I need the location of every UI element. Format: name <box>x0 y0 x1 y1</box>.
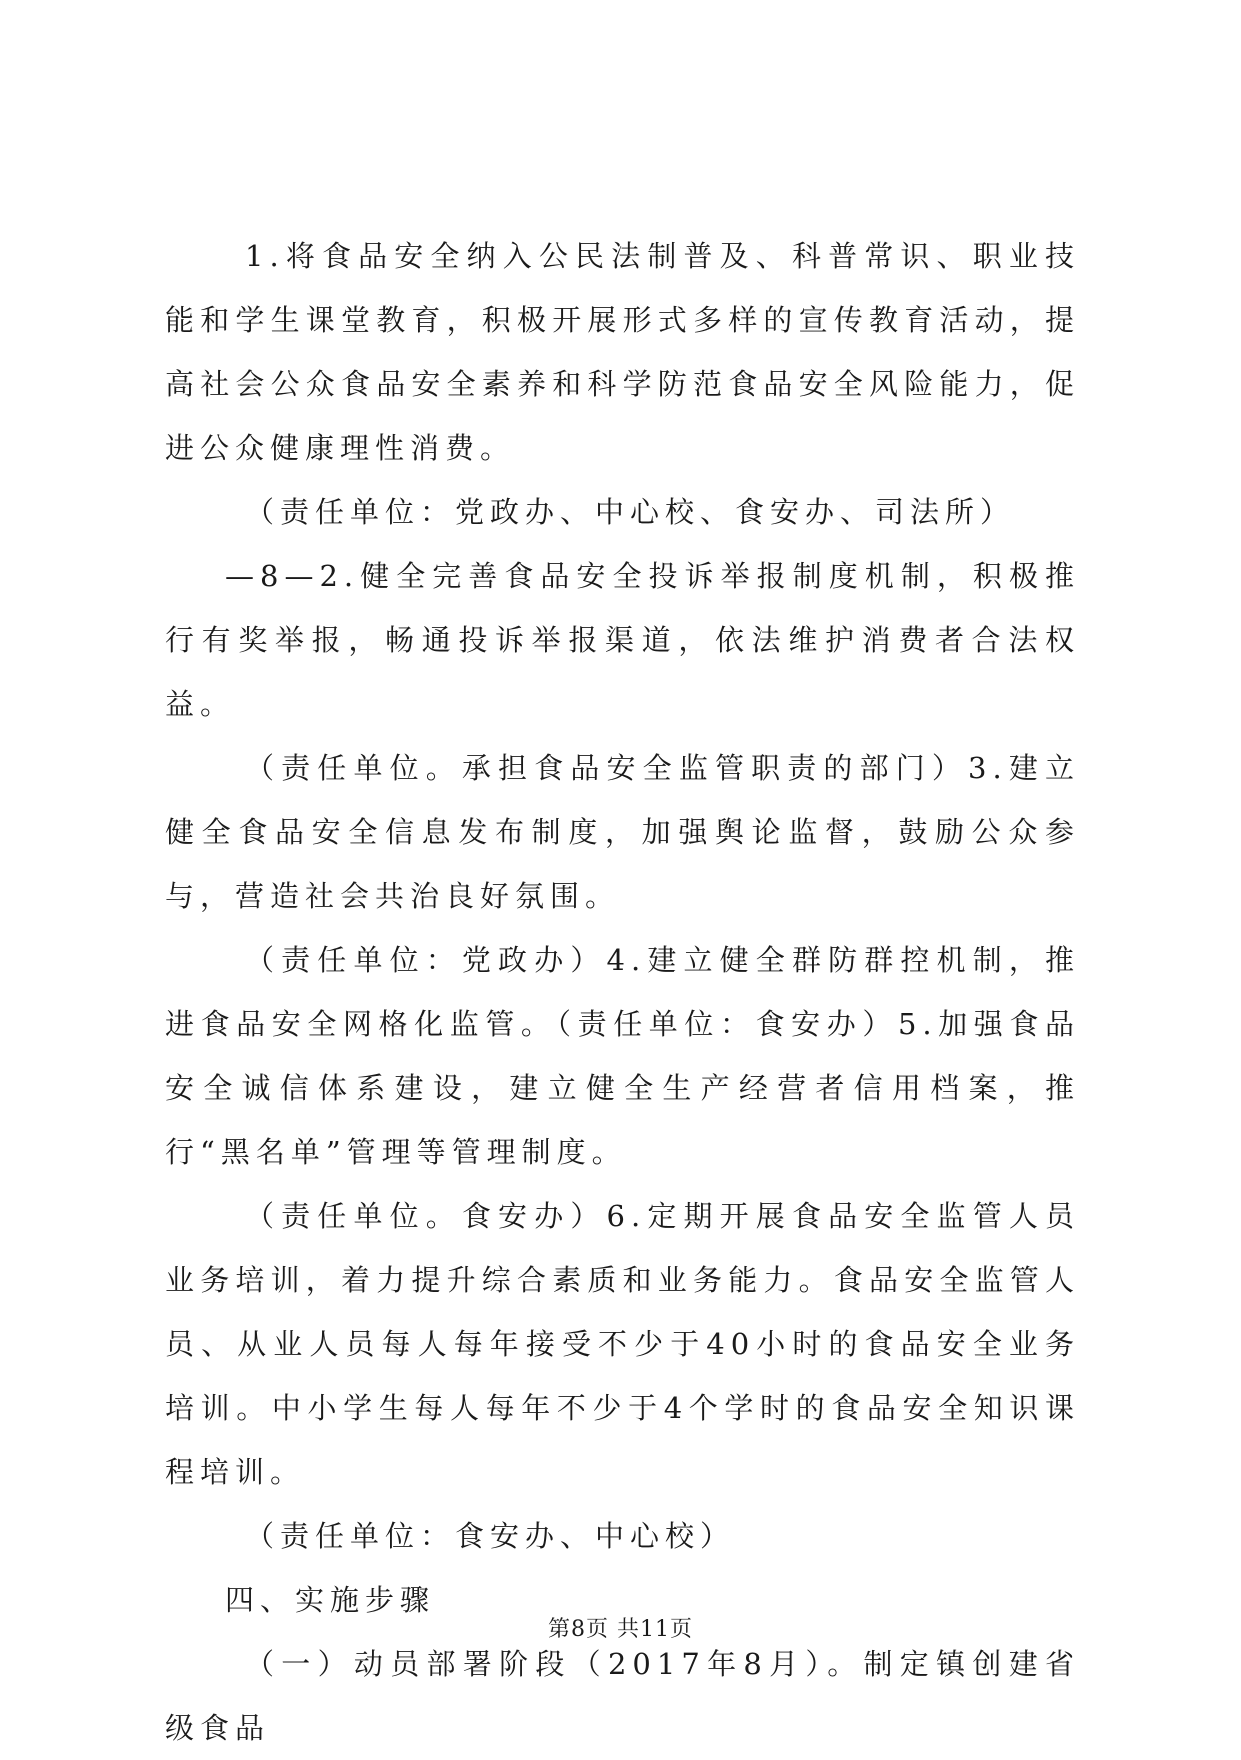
section-heading-implementation: 四、实施步骤 <box>225 1583 436 1617</box>
paragraph-responsibility-6: （责任单位：食安办、中心校） <box>245 1519 736 1553</box>
paragraph-item-2: —8—2.健全完善食品安全投诉举报制度机制，积极推行有奖举报，畅通投诉举报渠道，依法维护消费者合法权益。 <box>165 559 1080 721</box>
page-footer: 第8页 共11页 <box>548 1617 693 1642</box>
paragraph-item-3: （责任单位。承担食品安全监管职责的部门）3.建立健全食品安全信息发布制度，加强舆论监督，鼓励公众参与，营造社会共治良好氛围。 <box>165 751 1080 913</box>
document-body <box>165 224 1080 1760</box>
paragraph-responsibility-1: （责任单位：党政办、中心校、食安办、司法所） <box>245 495 1016 529</box>
paragraph-item-4-5: （责任单位：党政办）4.建立健全群防群控机制，推进食品安全网格化监管。（责任单位：食安办）5.加强食品安全诚信体系建设，建立健全生产经营者信用档案，推行“黑名单”管理等管理制度。 <box>165 943 1080 1169</box>
paragraph-item-6: （责任单位。食安办）6.定期开展食品安全监管人员业务培训，着力提升综合素质和业务能力。食品安全监管人员、从业人员每人每年接受不少于40小时的食品安全业务培训。中小学生每人每年不少于4个学时的食品安全知识课程培训。 <box>165 1199 1080 1489</box>
paragraph-stage-1: （一）动员部署阶段（2017年8月）。制定镇创建省级食品 <box>165 1647 1080 1745</box>
paragraph-item-1: 1.将食品安全纳入公民法制普及、科普常识、职业技能和学生课堂教育，积极开展形式多样的宣传教育活动，提高社会公众食品安全素养和科学防范食品安全风险能力，促进公众健康理性消费。 <box>165 239 1080 465</box>
